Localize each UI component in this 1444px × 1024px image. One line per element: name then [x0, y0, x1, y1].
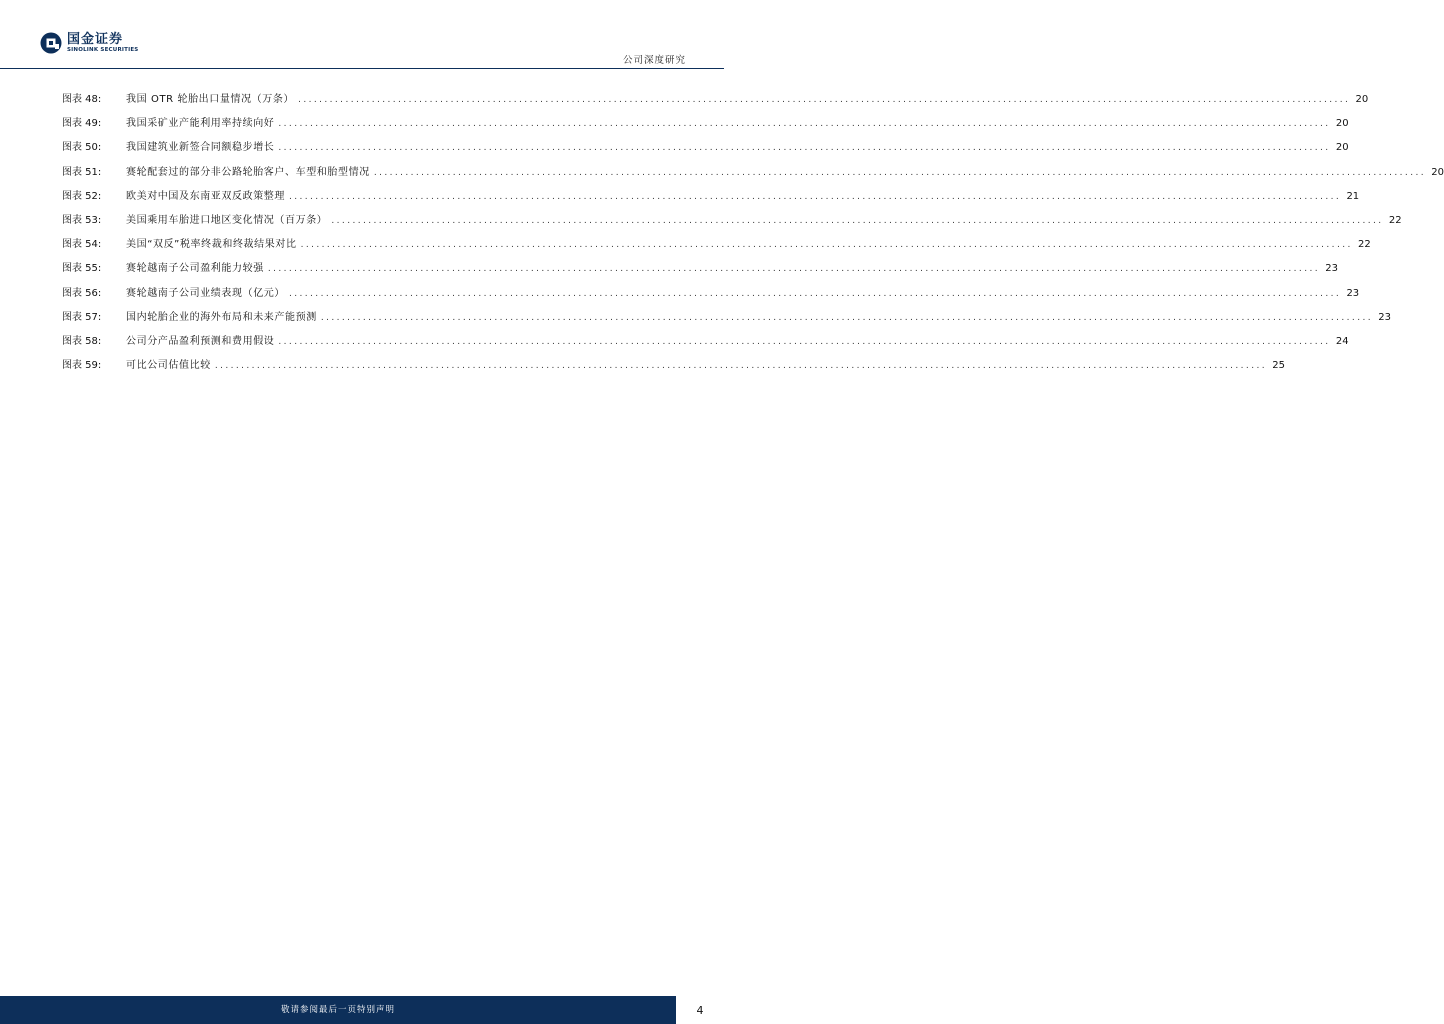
- figure-index-list: [62, 90, 1444, 380]
- sinolink-logo-icon: [40, 32, 62, 54]
- figure-title: 我国 OTR 轮胎出口量情况（万条）: [126, 94, 295, 105]
- toc-row[interactable]: [62, 332, 1349, 356]
- page-number: 20: [1355, 94, 1369, 105]
- figure-title: 欧美对中国及东南亚双反政策整理: [126, 190, 285, 202]
- logo-text: [67, 33, 138, 54]
- page-number: 23: [1346, 287, 1360, 299]
- dot-leader: ........................................................................................................................................................................................................: [289, 191, 1342, 202]
- toc-row[interactable]: [62, 235, 1371, 259]
- logo-name-en: SINOLINK SECURITIES: [67, 46, 139, 53]
- footer-disclaimer: 敬请参阅最后一页特别声明: [280, 1005, 395, 1015]
- toc-row[interactable]: [62, 90, 1369, 114]
- figure-label: 图表 58:: [62, 335, 102, 347]
- figure-label: 图表 53:: [62, 214, 102, 226]
- dot-leader: ........................................................................................................................................................................................................: [267, 264, 1320, 275]
- figure-title: 美国乘用车胎进口地区变化情况（百万条）: [126, 214, 328, 226]
- page-number: 23: [1325, 263, 1338, 275]
- page-number: 20: [1431, 166, 1444, 178]
- toc-row[interactable]: [62, 114, 1349, 138]
- page-number: 21: [1346, 190, 1360, 202]
- figure-label: 图表 55:: [62, 263, 102, 275]
- page-number: 22: [1358, 239, 1371, 251]
- logo-name-cn: 国金证券: [67, 31, 124, 47]
- toc-row[interactable]: [62, 211, 1402, 235]
- figure-label: 图表 51:: [62, 166, 102, 178]
- figure-title: 赛轮越南子公司业绩表现（亿元）: [126, 287, 285, 299]
- page-header: [0, 0, 724, 70]
- toc-row[interactable]: [62, 356, 1285, 380]
- figure-label: 图表 52:: [62, 190, 102, 202]
- page-number: 22: [1388, 214, 1402, 226]
- footer-page-number: 4: [696, 1003, 704, 1017]
- dot-leader: ........................................................................................................................................................................................................: [298, 95, 1351, 105]
- figure-label: 图表 48:: [62, 94, 102, 105]
- figure-title: 赛轮越南子公司盈利能力较强: [126, 263, 264, 275]
- dot-leader: ........................................................................................................................................................................................................: [278, 143, 1331, 154]
- figure-title: 我国建筑业新签合同额稳步增长: [126, 142, 275, 154]
- page-number: 23: [1378, 311, 1391, 323]
- figure-label: 图表 50:: [62, 142, 102, 154]
- header-divider: [0, 68, 724, 69]
- toc-row[interactable]: [62, 187, 1360, 211]
- figure-label: 图表 54:: [62, 239, 102, 251]
- toc-row[interactable]: [62, 284, 1360, 308]
- figure-label: 图表 56:: [62, 287, 102, 299]
- figure-label: 图表 57:: [62, 311, 102, 323]
- dot-leader: ........................................................................................................................................................................................................: [331, 215, 1384, 226]
- page-number: 25: [1272, 360, 1285, 372]
- figure-title: 我国采矿业产能利用率持续向好: [126, 118, 275, 130]
- dot-leader: ........................................................................................................................................................................................................: [300, 240, 1353, 251]
- dot-leader: ........................................................................................................................................................................................................: [373, 167, 1426, 178]
- page-number: 20: [1335, 118, 1349, 130]
- dot-leader: ........................................................................................................................................................................................................: [214, 361, 1267, 372]
- page-number: 20: [1335, 142, 1349, 154]
- figure-title: 国内轮胎企业的海外布局和未来产能预测: [126, 311, 317, 323]
- toc-row[interactable]: [62, 163, 1444, 187]
- dot-leader: ........................................................................................................................................................................................................: [278, 336, 1331, 347]
- toc-row[interactable]: [62, 138, 1349, 162]
- dot-leader: ........................................................................................................................................................................................................: [320, 312, 1373, 323]
- dot-leader: ........................................................................................................................................................................................................: [289, 288, 1342, 299]
- figure-title: 可比公司估值比较: [126, 360, 211, 372]
- figure-label: 图表 59:: [62, 360, 102, 372]
- report-type-label: 公司深度研究: [622, 55, 686, 66]
- company-logo: [40, 30, 138, 56]
- page-number: 24: [1335, 335, 1349, 347]
- toc-row[interactable]: [62, 308, 1391, 332]
- figure-title: 赛轮配套过的部分非公路轮胎客户、车型和胎型情况: [126, 166, 370, 178]
- figure-title: 美国“双反”税率终裁和终裁结果对比: [126, 239, 297, 251]
- toc-row[interactable]: [62, 259, 1338, 283]
- figure-label: 图表 49:: [62, 118, 102, 130]
- dot-leader: ........................................................................................................................................................................................................: [278, 119, 1331, 130]
- figure-title: 公司分产品盈利预测和费用假设: [126, 335, 275, 347]
